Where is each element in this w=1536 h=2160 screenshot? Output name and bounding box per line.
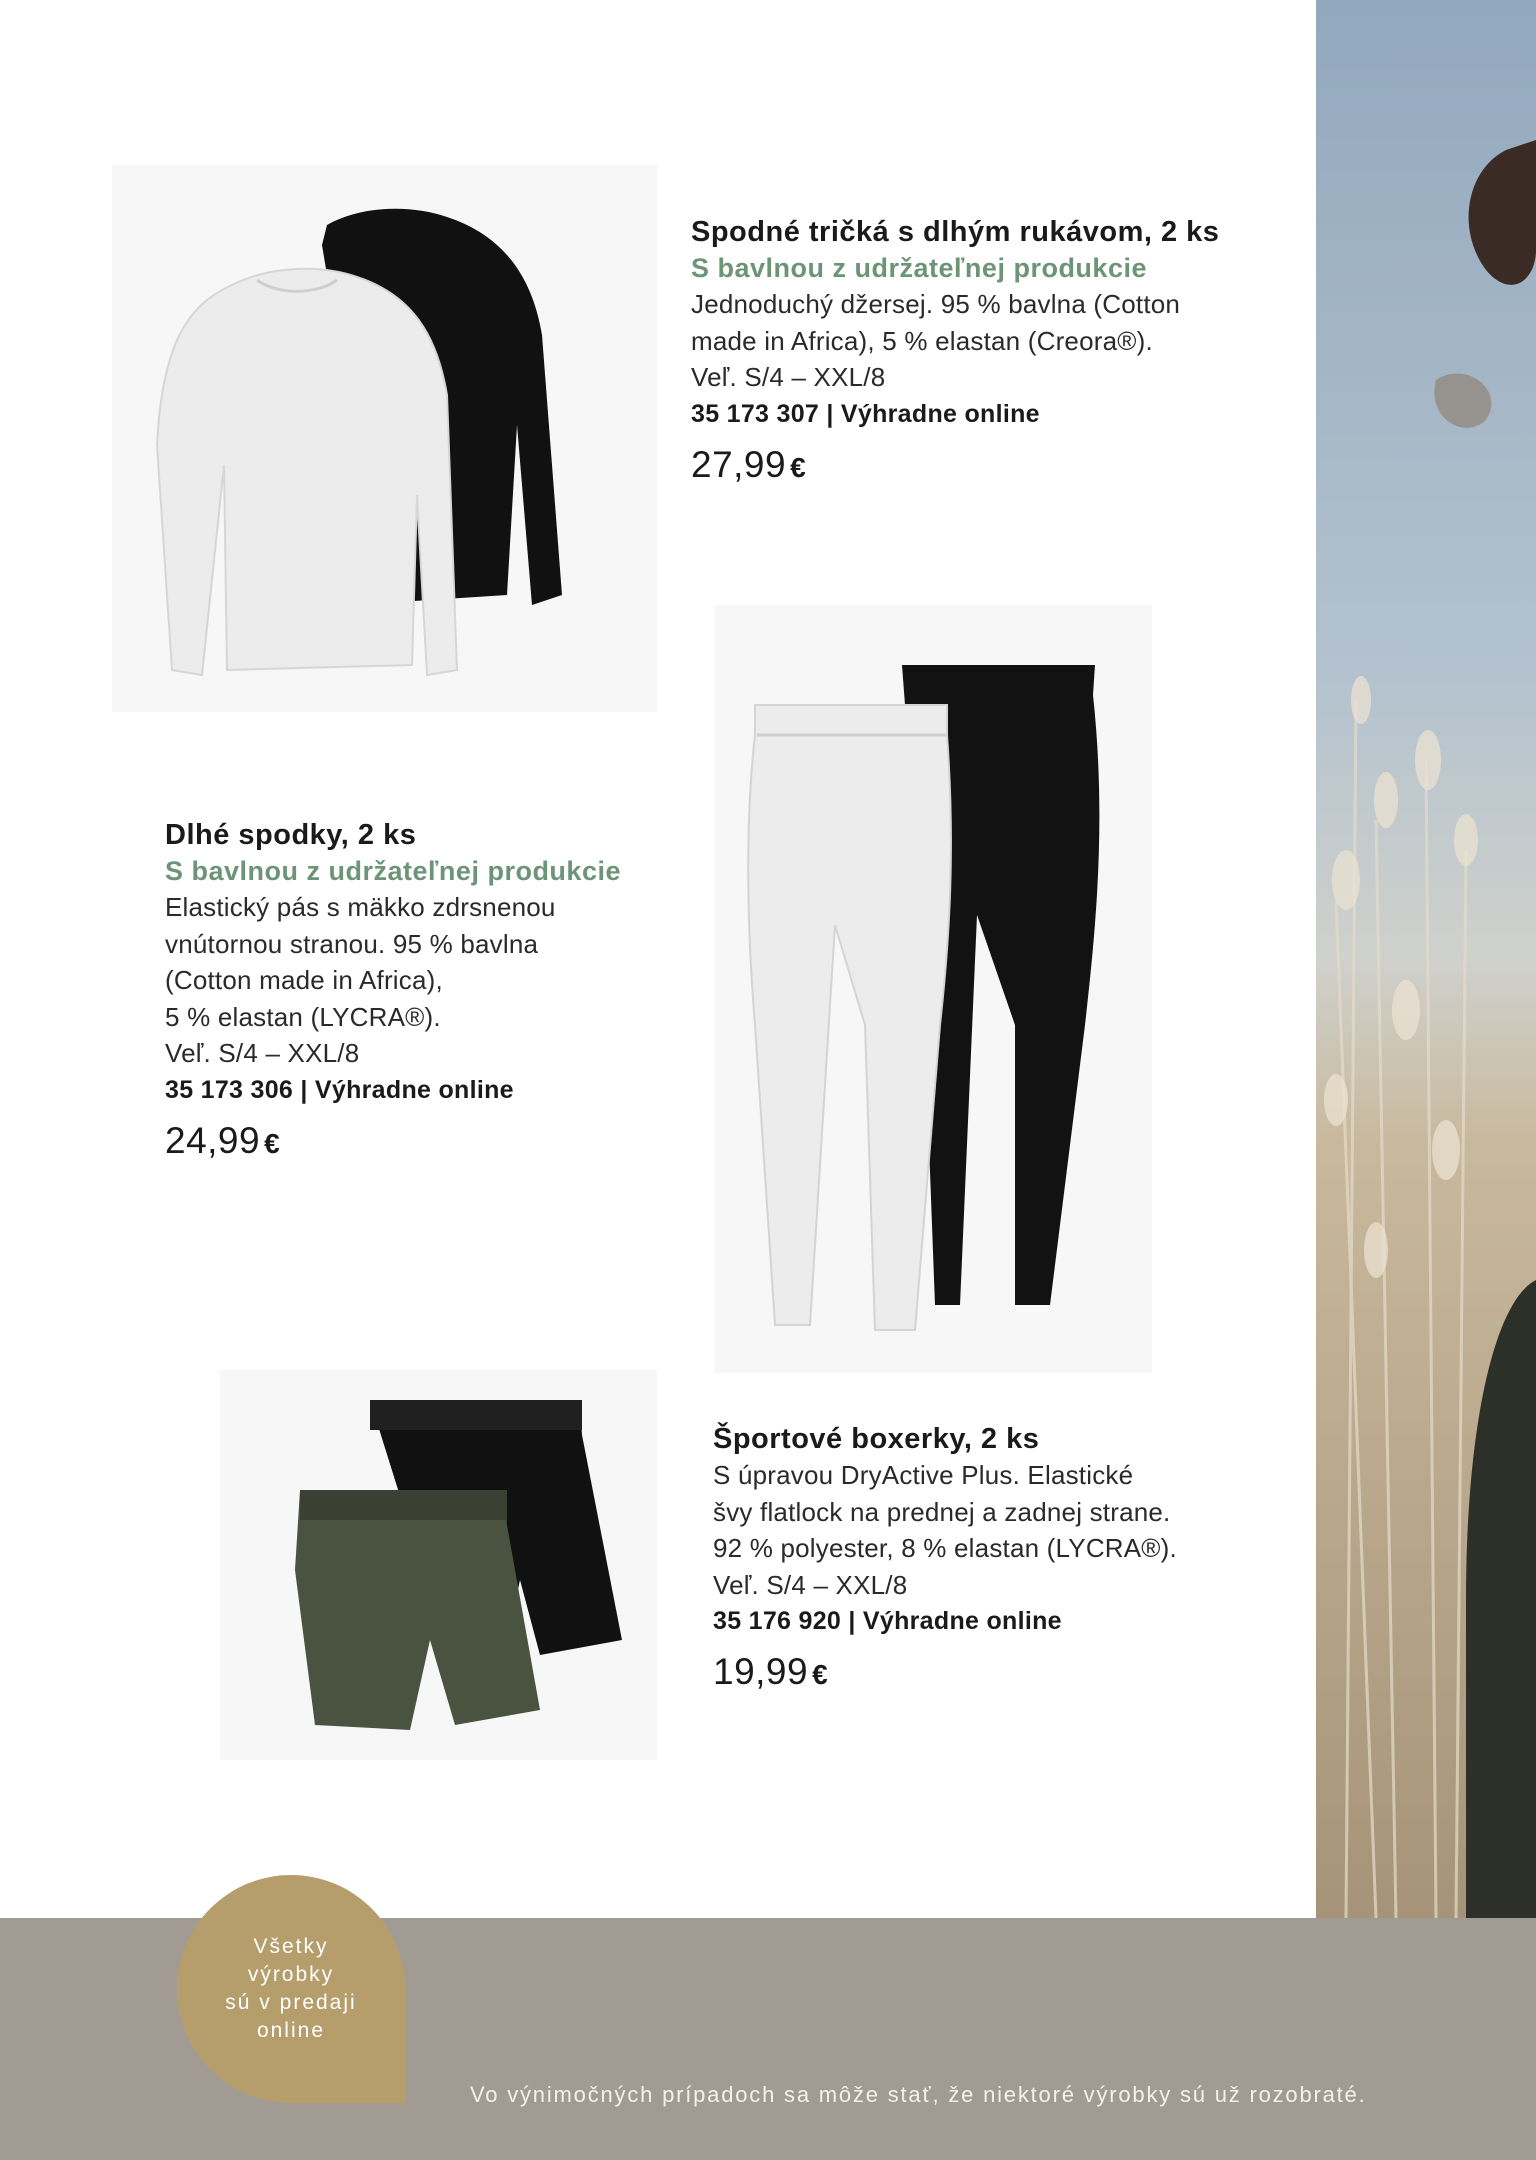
lifestyle-photo-art	[1316, 0, 1536, 1918]
product-subtitle: S bavlnou z udržateľnej produkcie	[165, 856, 621, 886]
product-image-long-johns[interactable]	[715, 605, 1152, 1373]
boxers-illustration	[220, 1370, 657, 1760]
currency-symbol: €	[812, 1659, 829, 1690]
product-description	[165, 889, 685, 1072]
badge-line: sú v predaji	[225, 1991, 357, 2014]
online-badge[interactable]	[177, 1875, 405, 2103]
description-line: vnútornou stranou. 95 % bavlna	[165, 928, 539, 959]
product-image-shirts[interactable]	[112, 165, 657, 712]
product-boxers	[713, 1421, 1273, 1699]
footer-disclaimer: Vo výnimočných prípadoch sa môže stať, že niektoré výrobky sú už rozobraté.	[470, 2082, 1367, 2107]
description-line: made in Africa), 5 % elastan (Creora®).	[691, 325, 1153, 356]
description-line: S úpravou DryActive Plus. Elastické	[713, 1460, 1134, 1490]
description-line: Elastický pás s mäkko zdrsnenou	[165, 892, 556, 922]
product-price	[713, 1648, 1273, 1699]
product-code: 35 173 306 | Výhradne online	[165, 1075, 514, 1104]
price-value: 24,99	[165, 1119, 261, 1161]
description-line: 92 % polyester, 8 % elastan (LYCRA®).	[713, 1533, 1177, 1563]
long-sleeve-shirts-illustration	[112, 165, 657, 712]
product-price	[165, 1117, 685, 1168]
product-shirts	[691, 214, 1251, 492]
price-value: 27,99	[691, 443, 787, 485]
product-code: 35 176 920 | Výhradne online	[713, 1607, 1062, 1635]
price-value: 19,99	[713, 1651, 809, 1692]
description-line: Jednoduchý džersej. 95 % bavlna (Cotton	[691, 289, 1181, 319]
product-title: Spodné tričká s dlhým rukávom, 2 ks	[691, 216, 1220, 248]
currency-symbol: €	[790, 451, 807, 483]
product-long-johns	[165, 817, 685, 1168]
description-line: (Cotton made in Africa),	[165, 965, 443, 995]
product-description	[713, 1457, 1273, 1603]
badge-line: výrobky	[247, 1963, 335, 1986]
badge-text	[177, 1875, 405, 2103]
description-line: švy flatlock na prednej a zadnej strane.	[713, 1496, 1171, 1527]
description-line: Veľ. S/4 – XXL/8	[691, 362, 886, 392]
product-description	[691, 286, 1251, 396]
long-johns-illustration	[715, 605, 1152, 1373]
description-line: Veľ. S/4 – XXL/8	[165, 1038, 360, 1068]
badge-line: Všetky	[253, 1935, 329, 1958]
lifestyle-photo	[1316, 0, 1536, 1918]
product-subtitle: S bavlnou z udržateľnej produkcie	[691, 253, 1147, 283]
description-line: Veľ. S/4 – XXL/8	[713, 1569, 908, 1600]
product-title: Dlhé spodky, 2 ks	[165, 819, 417, 851]
product-price	[691, 441, 1251, 492]
badge-line: online	[256, 2019, 326, 2042]
product-code: 35 173 307 | Výhradne online	[691, 399, 1040, 428]
description-line: 5 % elastan (LYCRA®).	[165, 1001, 441, 1032]
currency-symbol: €	[264, 1127, 281, 1159]
product-image-boxers[interactable]	[220, 1370, 657, 1760]
product-title: Športové boxerky, 2 ks	[713, 1423, 1040, 1455]
